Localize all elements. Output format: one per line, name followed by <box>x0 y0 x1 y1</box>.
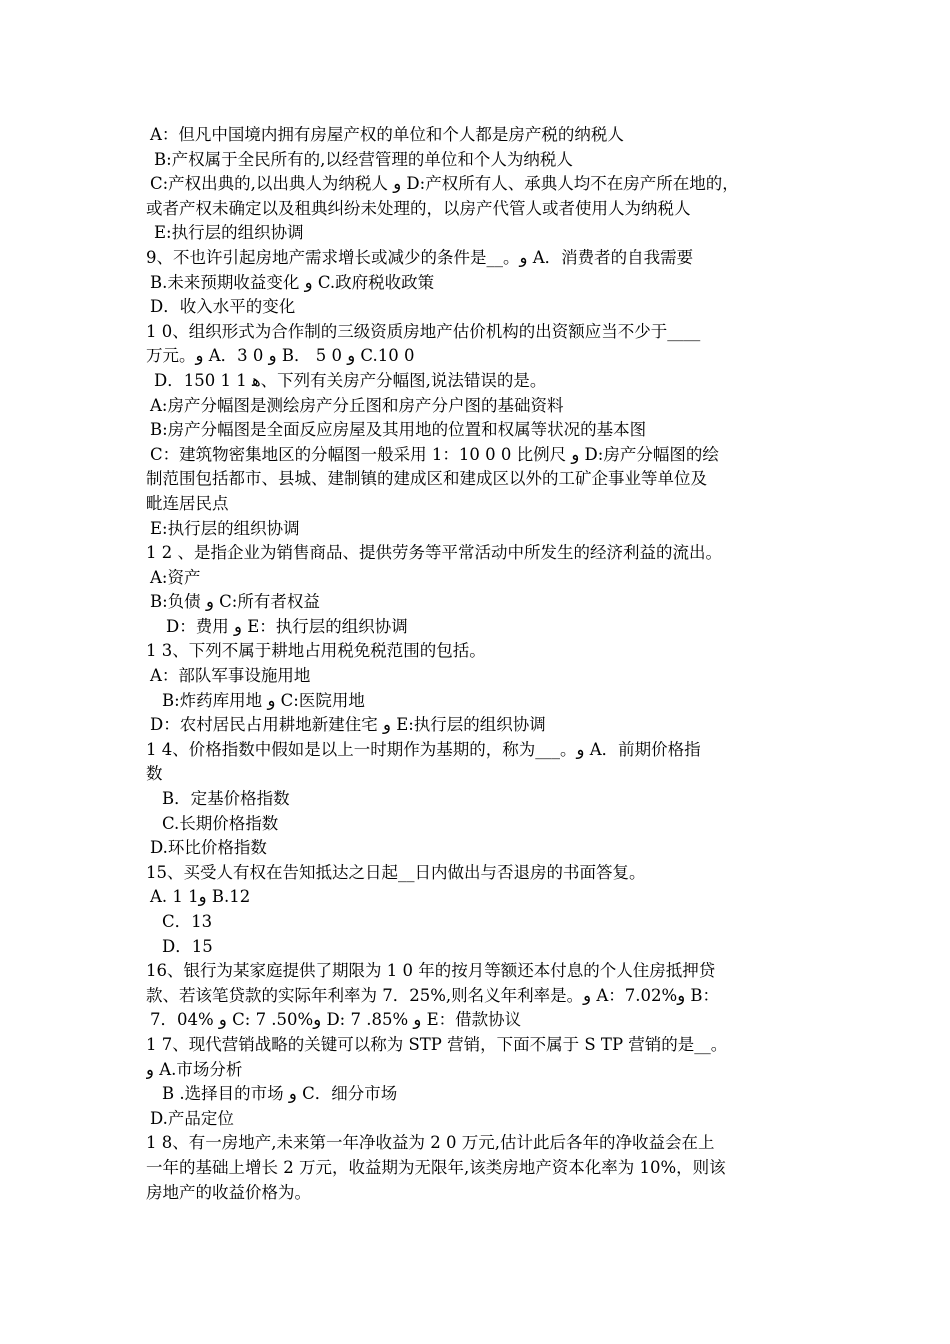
question-15: 15、买受人有权在告知抵达之日起__日内做出与否退房的书面答复。 <box>146 862 646 882</box>
q14-option-b: B．定基价格指数 <box>162 789 290 809</box>
q11-option-d-continued-2: 毗连居民点 <box>146 493 229 513</box>
q16-continued: 款、若该笔贷款的实际年利率为 7．25%,则名义年利率是。و A：7.02%و B： <box>146 985 720 1005</box>
question-13: 1 3、下列不属于耕地占用税免税范围的包括。 <box>146 641 486 661</box>
option-line-c-d: C:产权出典的,以出典人为纳税人 و D:产权所有人、承典人均不在房产所在地的， <box>150 174 739 194</box>
question-11: D．150 1 1 ﻫ、下列有关房产分幅图,说法错误的是。 <box>154 370 547 390</box>
q13-option-a: A：部队军事设施用地 <box>150 666 311 686</box>
q11-option-e: E:执行层的组织协调 <box>150 518 300 538</box>
q10-options-a-c: 万元。و A．3 0 و B． 5 0 و C.10 0 <box>146 346 415 366</box>
question-16: 16、银行为某家庭提供了期限为 1 0 年的按月等额还本付息的个人住房抵押贷 <box>146 961 716 981</box>
q15-options-a-b: A. 1 1و B.12 <box>150 887 251 907</box>
question-14: 1 4、价格指数中假如是以上一时期作为基期的，称为___。و A．前期价格指 <box>146 739 701 759</box>
option-line-continued: 或者产权未确定以及租典纠纷未处理的，以房产代管人或者使用人为纳税人 <box>146 198 691 218</box>
q12-options-d-e: D：费用 و E：执行层的组织协调 <box>166 616 408 636</box>
q12-option-a: A:资产 <box>150 567 201 587</box>
q14-option-c: C.长期价格指数 <box>162 813 279 833</box>
question-10: 1 0、组织形式为合作制的三级资质房地产估价机构的出资额应当不少于____ <box>146 321 701 341</box>
q11-option-d-continued: 制范围包括都市、县城、建制镇的建成区和建成区以外的工矿企事业等单位及 <box>146 469 707 489</box>
q12-options-b-c: B:负债 و C:所有者权益 <box>150 592 320 612</box>
option-line-e: E:执行层的组织协调 <box>154 223 304 243</box>
q15-option-c: C．13 <box>162 912 213 931</box>
q17-option-a: و A.市场分析 <box>146 1059 243 1079</box>
q13-options-b-c: B:炸药库用地 و C:医院用地 <box>162 690 365 710</box>
q16-options: 7．04% و C: 7 .50%و D: 7 .85% و E：借款协议 <box>150 1010 522 1030</box>
q14-continued: 数 <box>146 764 163 784</box>
q13-options-d-e: D：农村居民占用耕地新建住宅 و E:执行层的组织协调 <box>150 715 546 735</box>
question-9: 9、不也许引起房地产需求增长或减少的条件是__。و A．消费者的自我需要 <box>146 247 694 267</box>
q18-continued: 一年的基础上增长 2 万元，收益期为无限年,该类房地产资本化率为 10%，则该 <box>146 1157 726 1177</box>
question-17: 1 7、现代营销战略的关键可以称为 STP 营销，下面不属于 S TP 营销的是__。 <box>146 1034 728 1054</box>
q15-option-d: D．15 <box>162 936 213 956</box>
question-12: 1 2 、是指企业为销售商品、提供劳务等平常活动中所发生的经济利益的流出。 <box>146 543 722 563</box>
q9-options-b-c: B.未来预期收益变化 و C.政府税收政策 <box>150 272 435 292</box>
q11-option-b: B:房产分幅图是全面反应房屋及其用地的位置和权属等状况的基本图 <box>150 420 647 440</box>
q17-option-d: D.产品定位 <box>150 1108 234 1128</box>
q17-options-b-c: B .选择目的市场 و C．细分市场 <box>162 1084 398 1104</box>
q18-continued-2: 房地产的收益价格为。 <box>146 1182 311 1202</box>
option-line-b: B:产权属于全民所有的,以经营管理的单位和个人为纳税人 <box>154 149 573 169</box>
q11-options-c-d: C：建筑物密集地区的分幅图一般采用 1：10 0 0 比例尺 و D:房产分幅图的绘 <box>150 444 719 464</box>
q11-option-a: A:房产分幅图是测绘房产分丘图和房产分户图的基础资料 <box>150 395 564 415</box>
q14-option-d: D.环比价格指数 <box>150 838 267 858</box>
option-line-a: A：但凡中国境内拥有房屋产权的单位和个人都是房产税的纳税人 <box>150 125 624 144</box>
question-18: 1 8、有一房地产,未来第一年净收益为 2 0 万元,估计此后各年的净收益会在上 <box>146 1133 715 1153</box>
q9-option-d: D．收入水平的变化 <box>150 297 296 317</box>
